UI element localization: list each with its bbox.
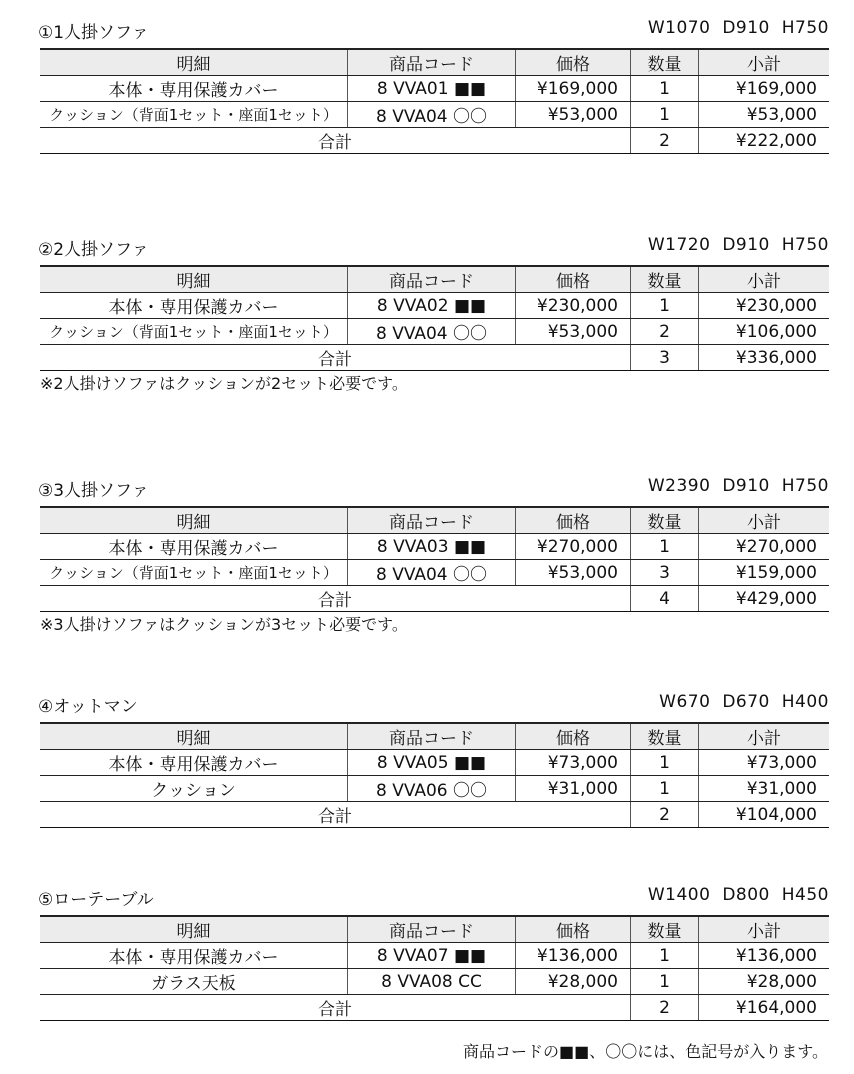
table-row: [40, 76, 829, 102]
total-row: [40, 995, 829, 1021]
total-amount: ¥222,000: [699, 128, 830, 154]
column-header: 商品コード: [348, 507, 516, 534]
section-title: ④オットマン: [38, 697, 138, 717]
table-header: [40, 916, 829, 943]
price-cell: ¥73,000: [516, 750, 631, 776]
total-qty: 2: [631, 802, 699, 828]
price-cell: ¥230,000: [516, 293, 631, 319]
dimensions: W1400 D800 H450: [647, 885, 829, 905]
price-table: [40, 915, 829, 1021]
column-header: 小計: [699, 49, 830, 76]
table-header: [40, 507, 829, 534]
code-cell: 8 VVA07 ■■: [348, 943, 516, 969]
table-header: [40, 723, 829, 750]
price-cell: ¥53,000: [516, 102, 631, 128]
column-header: 価格: [516, 723, 631, 750]
code-cell: 8 VVA04 〇〇: [348, 560, 516, 586]
section-title: ⑤ローテーブル: [38, 890, 154, 910]
column-header: 商品コード: [348, 916, 516, 943]
qty-cell: 1: [631, 750, 699, 776]
column-header: 数量: [631, 266, 699, 293]
column-header: 小計: [699, 916, 830, 943]
code-cell: 8 VVA04 〇〇: [348, 319, 516, 345]
table-row: [40, 293, 829, 319]
total-label: 合計: [40, 802, 631, 828]
total-label: 合計: [40, 586, 631, 612]
qty-cell: 1: [631, 776, 699, 802]
item-cell: 本体・専用保護カバー: [40, 534, 348, 560]
total-amount: ¥104,000: [699, 802, 830, 828]
table-header: [40, 266, 829, 293]
subtotal-cell: ¥53,000: [699, 102, 830, 128]
code-cell: 8 VVA08 CC: [348, 969, 516, 995]
code-cell: 8 VVA04 〇〇: [348, 102, 516, 128]
subtotal-cell: ¥31,000: [699, 776, 830, 802]
qty-cell: 1: [631, 293, 699, 319]
column-header: 明細: [40, 49, 348, 76]
code-cell: 8 VVA06 〇〇: [348, 776, 516, 802]
code-cell: 8 VVA01 ■■: [348, 76, 516, 102]
total-qty: 3: [631, 345, 699, 371]
footer-note: 商品コードの■■、〇〇には、色記号が入ります。: [463, 1042, 828, 1061]
total-qty: 2: [631, 995, 699, 1021]
section-title: ②2人掛ソファ: [38, 240, 149, 260]
column-header: 価格: [516, 507, 631, 534]
price-cell: ¥53,000: [516, 560, 631, 586]
total-row: [40, 802, 829, 828]
table-row: [40, 319, 829, 345]
item-cell: 本体・専用保護カバー: [40, 293, 348, 319]
subtotal-cell: ¥230,000: [699, 293, 830, 319]
total-amount: ¥164,000: [699, 995, 830, 1021]
table-row: [40, 560, 829, 586]
table-row: [40, 776, 829, 802]
section-title: ①1人掛ソファ: [38, 23, 149, 43]
column-header: 数量: [631, 916, 699, 943]
column-header: 明細: [40, 723, 348, 750]
item-cell: 本体・専用保護カバー: [40, 943, 348, 969]
section-note: ※3人掛けソファはクッションが3セット必要です。: [40, 615, 408, 634]
column-header: 価格: [516, 916, 631, 943]
qty-cell: 2: [631, 319, 699, 345]
column-header: 数量: [631, 507, 699, 534]
price-cell: ¥28,000: [516, 969, 631, 995]
subtotal-cell: ¥73,000: [699, 750, 830, 776]
subtotal-cell: ¥159,000: [699, 560, 830, 586]
product-section: [40, 692, 829, 828]
section-note: ※2人掛けソファはクッションが2セット必要です。: [40, 374, 408, 393]
product-section: [40, 235, 829, 371]
table-row: [40, 943, 829, 969]
subtotal-cell: ¥106,000: [699, 319, 830, 345]
item-cell: クッション: [40, 776, 348, 802]
price-table: [40, 265, 829, 371]
total-row: [40, 128, 829, 154]
column-header: 小計: [699, 507, 830, 534]
subtotal-cell: ¥136,000: [699, 943, 830, 969]
item-cell: クッション（背面1セット・座面1セット）: [40, 560, 348, 586]
column-header: 数量: [631, 49, 699, 76]
item-cell: ガラス天板: [40, 969, 348, 995]
qty-cell: 1: [631, 969, 699, 995]
price-cell: ¥31,000: [516, 776, 631, 802]
total-qty: 2: [631, 128, 699, 154]
subtotal-cell: ¥169,000: [699, 76, 830, 102]
total-qty: 4: [631, 586, 699, 612]
column-header: 価格: [516, 49, 631, 76]
price-cell: ¥169,000: [516, 76, 631, 102]
qty-cell: 1: [631, 943, 699, 969]
column-header: 数量: [631, 723, 699, 750]
price-cell: ¥53,000: [516, 319, 631, 345]
product-section: [40, 885, 829, 1021]
table-row: [40, 969, 829, 995]
column-header: 明細: [40, 916, 348, 943]
code-cell: 8 VVA05 ■■: [348, 750, 516, 776]
price-table: [40, 506, 829, 612]
price-table: [40, 48, 829, 154]
subtotal-cell: ¥270,000: [699, 534, 830, 560]
qty-cell: 3: [631, 560, 699, 586]
column-header: 明細: [40, 266, 348, 293]
table-header: [40, 49, 829, 76]
code-cell: 8 VVA02 ■■: [348, 293, 516, 319]
item-cell: クッション（背面1セット・座面1セット）: [40, 319, 348, 345]
column-header: 商品コード: [348, 266, 516, 293]
code-cell: 8 VVA03 ■■: [348, 534, 516, 560]
column-header: 価格: [516, 266, 631, 293]
dimensions: W2390 D910 H750: [647, 476, 829, 496]
column-header: 小計: [699, 723, 830, 750]
total-amount: ¥429,000: [699, 586, 830, 612]
total-label: 合計: [40, 345, 631, 371]
section-title: ③3人掛ソファ: [38, 481, 149, 501]
table-row: [40, 750, 829, 776]
table-row: [40, 534, 829, 560]
total-label: 合計: [40, 128, 631, 154]
price-table: [40, 722, 829, 828]
dimensions: W1720 D910 H750: [647, 235, 829, 255]
product-section: [40, 18, 829, 154]
qty-cell: 1: [631, 534, 699, 560]
item-cell: クッション（背面1セット・座面1セット）: [40, 102, 348, 128]
column-header: 商品コード: [348, 49, 516, 76]
qty-cell: 1: [631, 76, 699, 102]
total-label: 合計: [40, 995, 631, 1021]
item-cell: 本体・専用保護カバー: [40, 750, 348, 776]
total-row: [40, 586, 829, 612]
total-amount: ¥336,000: [699, 345, 830, 371]
item-cell: 本体・専用保護カバー: [40, 76, 348, 102]
dimensions: W1070 D910 H750: [647, 18, 829, 38]
product-section: [40, 476, 829, 612]
table-row: [40, 102, 829, 128]
column-header: 小計: [699, 266, 830, 293]
dimensions: W670 D670 H400: [659, 692, 829, 712]
subtotal-cell: ¥28,000: [699, 969, 830, 995]
column-header: 商品コード: [348, 723, 516, 750]
column-header: 明細: [40, 507, 348, 534]
price-cell: ¥136,000: [516, 943, 631, 969]
price-cell: ¥270,000: [516, 534, 631, 560]
total-row: [40, 345, 829, 371]
qty-cell: 1: [631, 102, 699, 128]
